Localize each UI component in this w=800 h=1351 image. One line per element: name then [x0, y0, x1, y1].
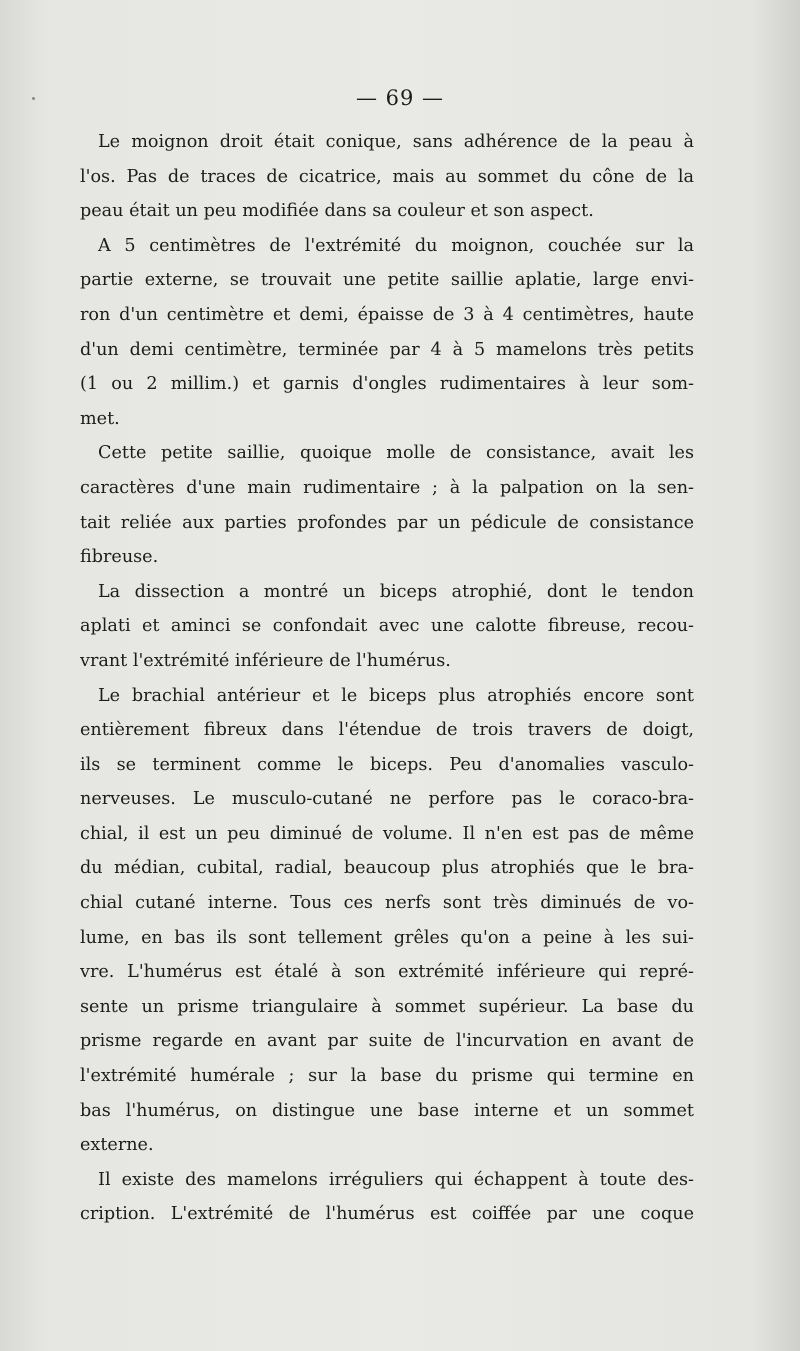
text-line: met. [80, 408, 120, 429]
text-line: l'os. Pas de traces de cicatrice, mais au sommet du cône de la [80, 166, 694, 187]
text-line: externe. [80, 1135, 154, 1156]
text-line: Le brachial antérieur et le biceps plus atrophiés encore sont [98, 685, 694, 706]
text-line: aplati et aminci se confondait avec une calotte fibreuse, recou- [80, 616, 694, 637]
text-line: nerveuses. Le musculo-cutané ne perfore pas le coraco-bra- [80, 789, 694, 810]
text-line: Cette petite saillie, quoique molle de consistance, avait les [98, 443, 694, 464]
text-line: lume, en bas ils sont tellement grêles qu'on a peine à les sui- [80, 927, 694, 948]
text-line: Le moignon droit était conique, sans adhérence de la peau à [98, 132, 694, 152]
text-line: A 5 centimètres de l'extrémité du moignon, couchée sur la [98, 235, 694, 256]
text-line: caractères d'une main rudimentaire ; à la palpation on la sen- [80, 477, 694, 498]
body-text [80, 125, 694, 1232]
text-line: Il existe des mamelons irréguliers qui échappent à toute des- [98, 1169, 694, 1190]
text-line: ron d'un centimètre et demi, épaisse de 3 à 4 centimètres, haute [80, 304, 694, 325]
text-line: d'un demi centimètre, terminée par 4 à 5 mamelons très petits [80, 339, 694, 360]
text-line: bas l'humérus, on distingue une base interne et un sommet [80, 1100, 694, 1121]
text-line: du médian, cubital, radial, beaucoup plus atrophiés que le bra- [80, 858, 694, 879]
page-number: — 69 — [355, 86, 445, 110]
text-line: vrant l'extrémité inférieure de l'humérus. [80, 650, 451, 671]
text-line: partie externe, se trouvait une petite saillie aplatie, large envi- [80, 270, 694, 291]
text-line: peau était un peu modifiée dans sa couleur et son aspect. [80, 201, 594, 222]
text-line: fibreuse. [80, 547, 159, 568]
text-line: tait reliée aux parties profondes par un pédicule de consistance [80, 512, 694, 533]
text-line: prisme regarde en avant par suite de l'incurvation en avant de [80, 1031, 694, 1052]
text-line: sente un prisme triangulaire à sommet supérieur. La base du [80, 996, 694, 1017]
text-line: chial cutané interne. Tous ces nerfs sont très diminués de vo- [80, 893, 694, 914]
text-line: entièrement fibreux dans l'étendue de trois travers de doigt, [80, 720, 694, 741]
text-line: La dissection a montré un biceps atrophié, dont le tendon [98, 581, 694, 602]
text-line: (1 ou 2 millim.) et garnis d'ongles rudimentaires à leur som- [80, 374, 694, 395]
text-line: ils se terminent comme le biceps. Peu d'anomalies vasculo- [80, 754, 694, 775]
text-line: cription. L'extrémité de l'humérus est coiffée par une coque [80, 1204, 694, 1225]
text-line: vre. L'humérus est étalé à son extrémité inférieure qui repré- [80, 962, 694, 983]
text-line: l'extrémité humérale ; sur la base du prisme qui termine en [80, 1066, 694, 1087]
text-line: chial, il est un peu diminué de volume. Il n'en est pas de même [80, 823, 694, 844]
